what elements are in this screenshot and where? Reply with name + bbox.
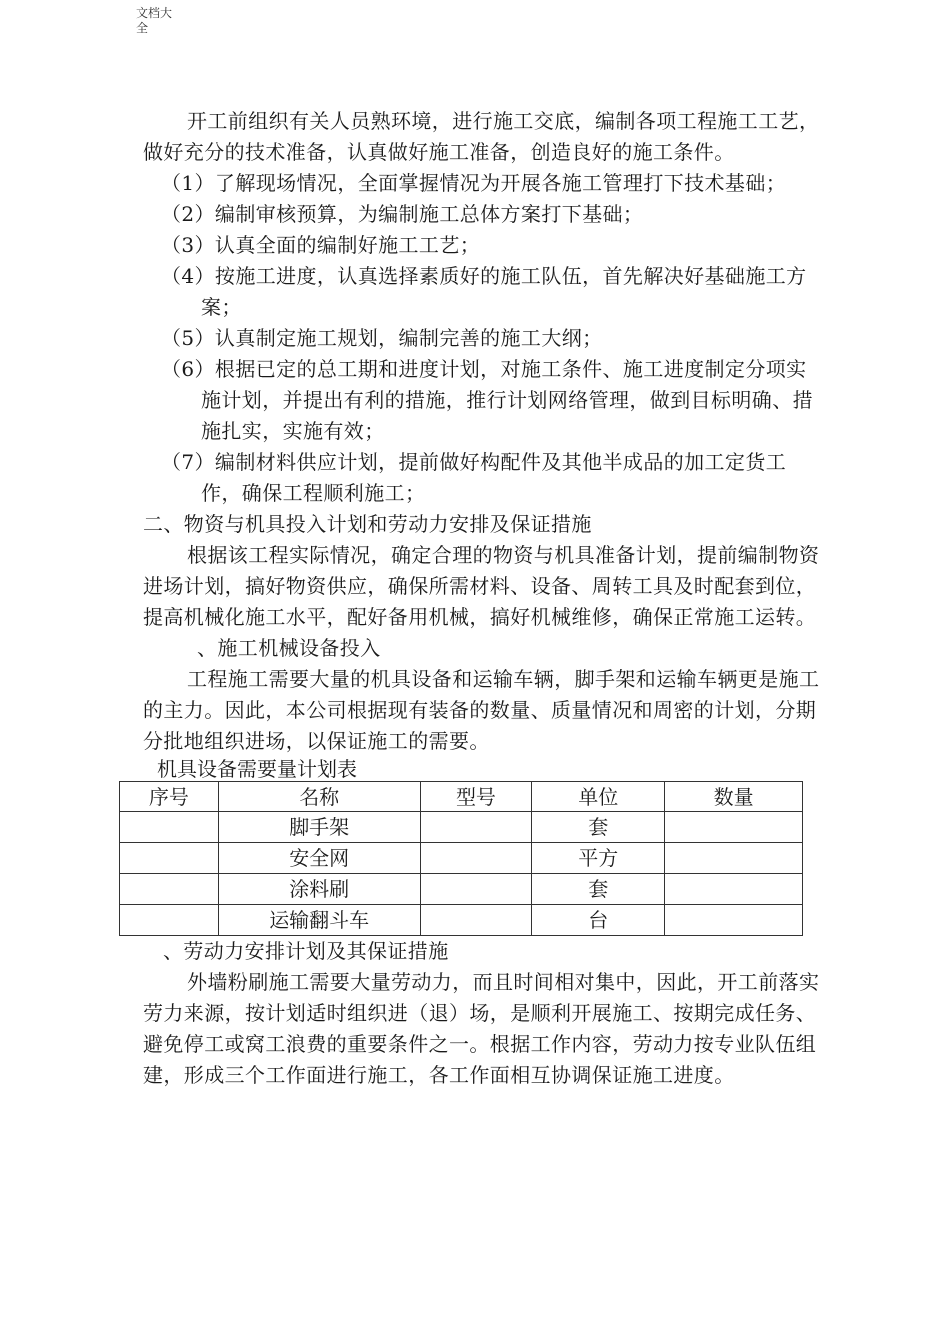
equipment-table [119, 781, 803, 936]
table-cell: 涂料刷 [218, 874, 420, 905]
table-cell: 平方 [532, 843, 665, 874]
header-line-2: 全 [136, 21, 149, 35]
table-cell: 套 [532, 874, 665, 905]
list-item: （3）认真全面的编制好施工工艺； [161, 233, 481, 257]
list-item: （6）根据已定的总工期和进度计划，对施工条件、施工进度制定分项实施计划，并提出有利的措施，推行计划网络管理，做到目标明确、措施扎实，实施有效； [161, 357, 813, 443]
page-header [136, 6, 176, 36]
document-body [143, 106, 823, 1091]
table-cell [420, 843, 532, 874]
table-cell [420, 812, 532, 843]
table-row [120, 812, 803, 843]
subsection-labor-heading: 、劳动力安排计划及其保证措施 [163, 939, 449, 963]
column-header: 数量 [665, 782, 803, 812]
table-cell [120, 812, 219, 843]
header-line-1: 文档大 [136, 6, 173, 20]
table-cell [665, 812, 803, 843]
table-cell [120, 874, 219, 905]
column-header: 名称 [218, 782, 420, 812]
table-row [120, 905, 803, 936]
table-caption: 机具设备需要量计划表 [157, 757, 357, 781]
table-cell [420, 874, 532, 905]
table-row [120, 874, 803, 905]
list-item: （4）按施工进度，认真选择素质好的施工队伍，首先解决好基础施工方案； [161, 264, 807, 319]
column-header: 单位 [532, 782, 665, 812]
list-item: （1）了解现场情况，全面掌握情况为开展各施工管理打下技术基础； [161, 171, 787, 195]
table-cell: 运输翻斗车 [218, 905, 420, 936]
list-item: （7）编制材料供应计划，提前做好构配件及其他半成品的加工定货工作，确保工程顺利施工； [161, 450, 787, 505]
intro-paragraph: 开工前组织有关人员熟环境，进行施工交底，编制各项工程施工工艺，做好充分的技术准备，认真做好施工准备，创造良好的施工条件。 [143, 109, 820, 164]
table-cell: 安全网 [218, 843, 420, 874]
section-2-paragraph: 根据该工程实际情况，确定合理的物资与机具准备计划，提前编制物资进场计划，搞好物资供应，确保所需材料、设备、周转工具及时配套到位，提高机械化施工水平，配好备用机械，搞好机械维修，确保正常施工运转。 [143, 543, 820, 629]
column-header: 序号 [120, 782, 219, 812]
table-cell: 套 [532, 812, 665, 843]
column-header: 型号 [420, 782, 532, 812]
table-cell [120, 843, 219, 874]
table-cell: 脚手架 [218, 812, 420, 843]
subsection-machinery-paragraph: 工程施工需要大量的机具设备和运输车辆，脚手架和运输车辆更是施工的主力。因此，本公司根据现有装备的数量、质量情况和周密的计划，分期分批地组织进场，以保证施工的需要。 [143, 667, 820, 753]
table-cell [665, 843, 803, 874]
table-cell [665, 874, 803, 905]
table-row [120, 843, 803, 874]
table-cell [665, 905, 803, 936]
table-cell: 台 [532, 905, 665, 936]
section-2-heading: 二、物资与机具投入计划和劳动力安排及保证措施 [143, 512, 592, 536]
list-item: （5）认真制定施工规划，编制完善的施工大纲； [161, 326, 603, 350]
subsection-machinery-heading: 、施工机械设备投入 [197, 636, 381, 660]
table-cell [420, 905, 532, 936]
table-header-row [120, 782, 803, 812]
table-cell [120, 905, 219, 936]
list-item: （2）编制审核预算，为编制施工总体方案打下基础； [161, 202, 644, 226]
subsection-labor-paragraph: 外墙粉刷施工需要大量劳动力，而且时间相对集中，因此，开工前落实劳力来源，按计划适时组织进（退）场，是顺利开展施工、按期完成任务、避免停工或窝工浪费的重要条件之一。根据工作内容，劳动力按专业队伍组建，形成三个工作面进行施工，各工作面相互协调保证施工进度。 [143, 970, 820, 1087]
